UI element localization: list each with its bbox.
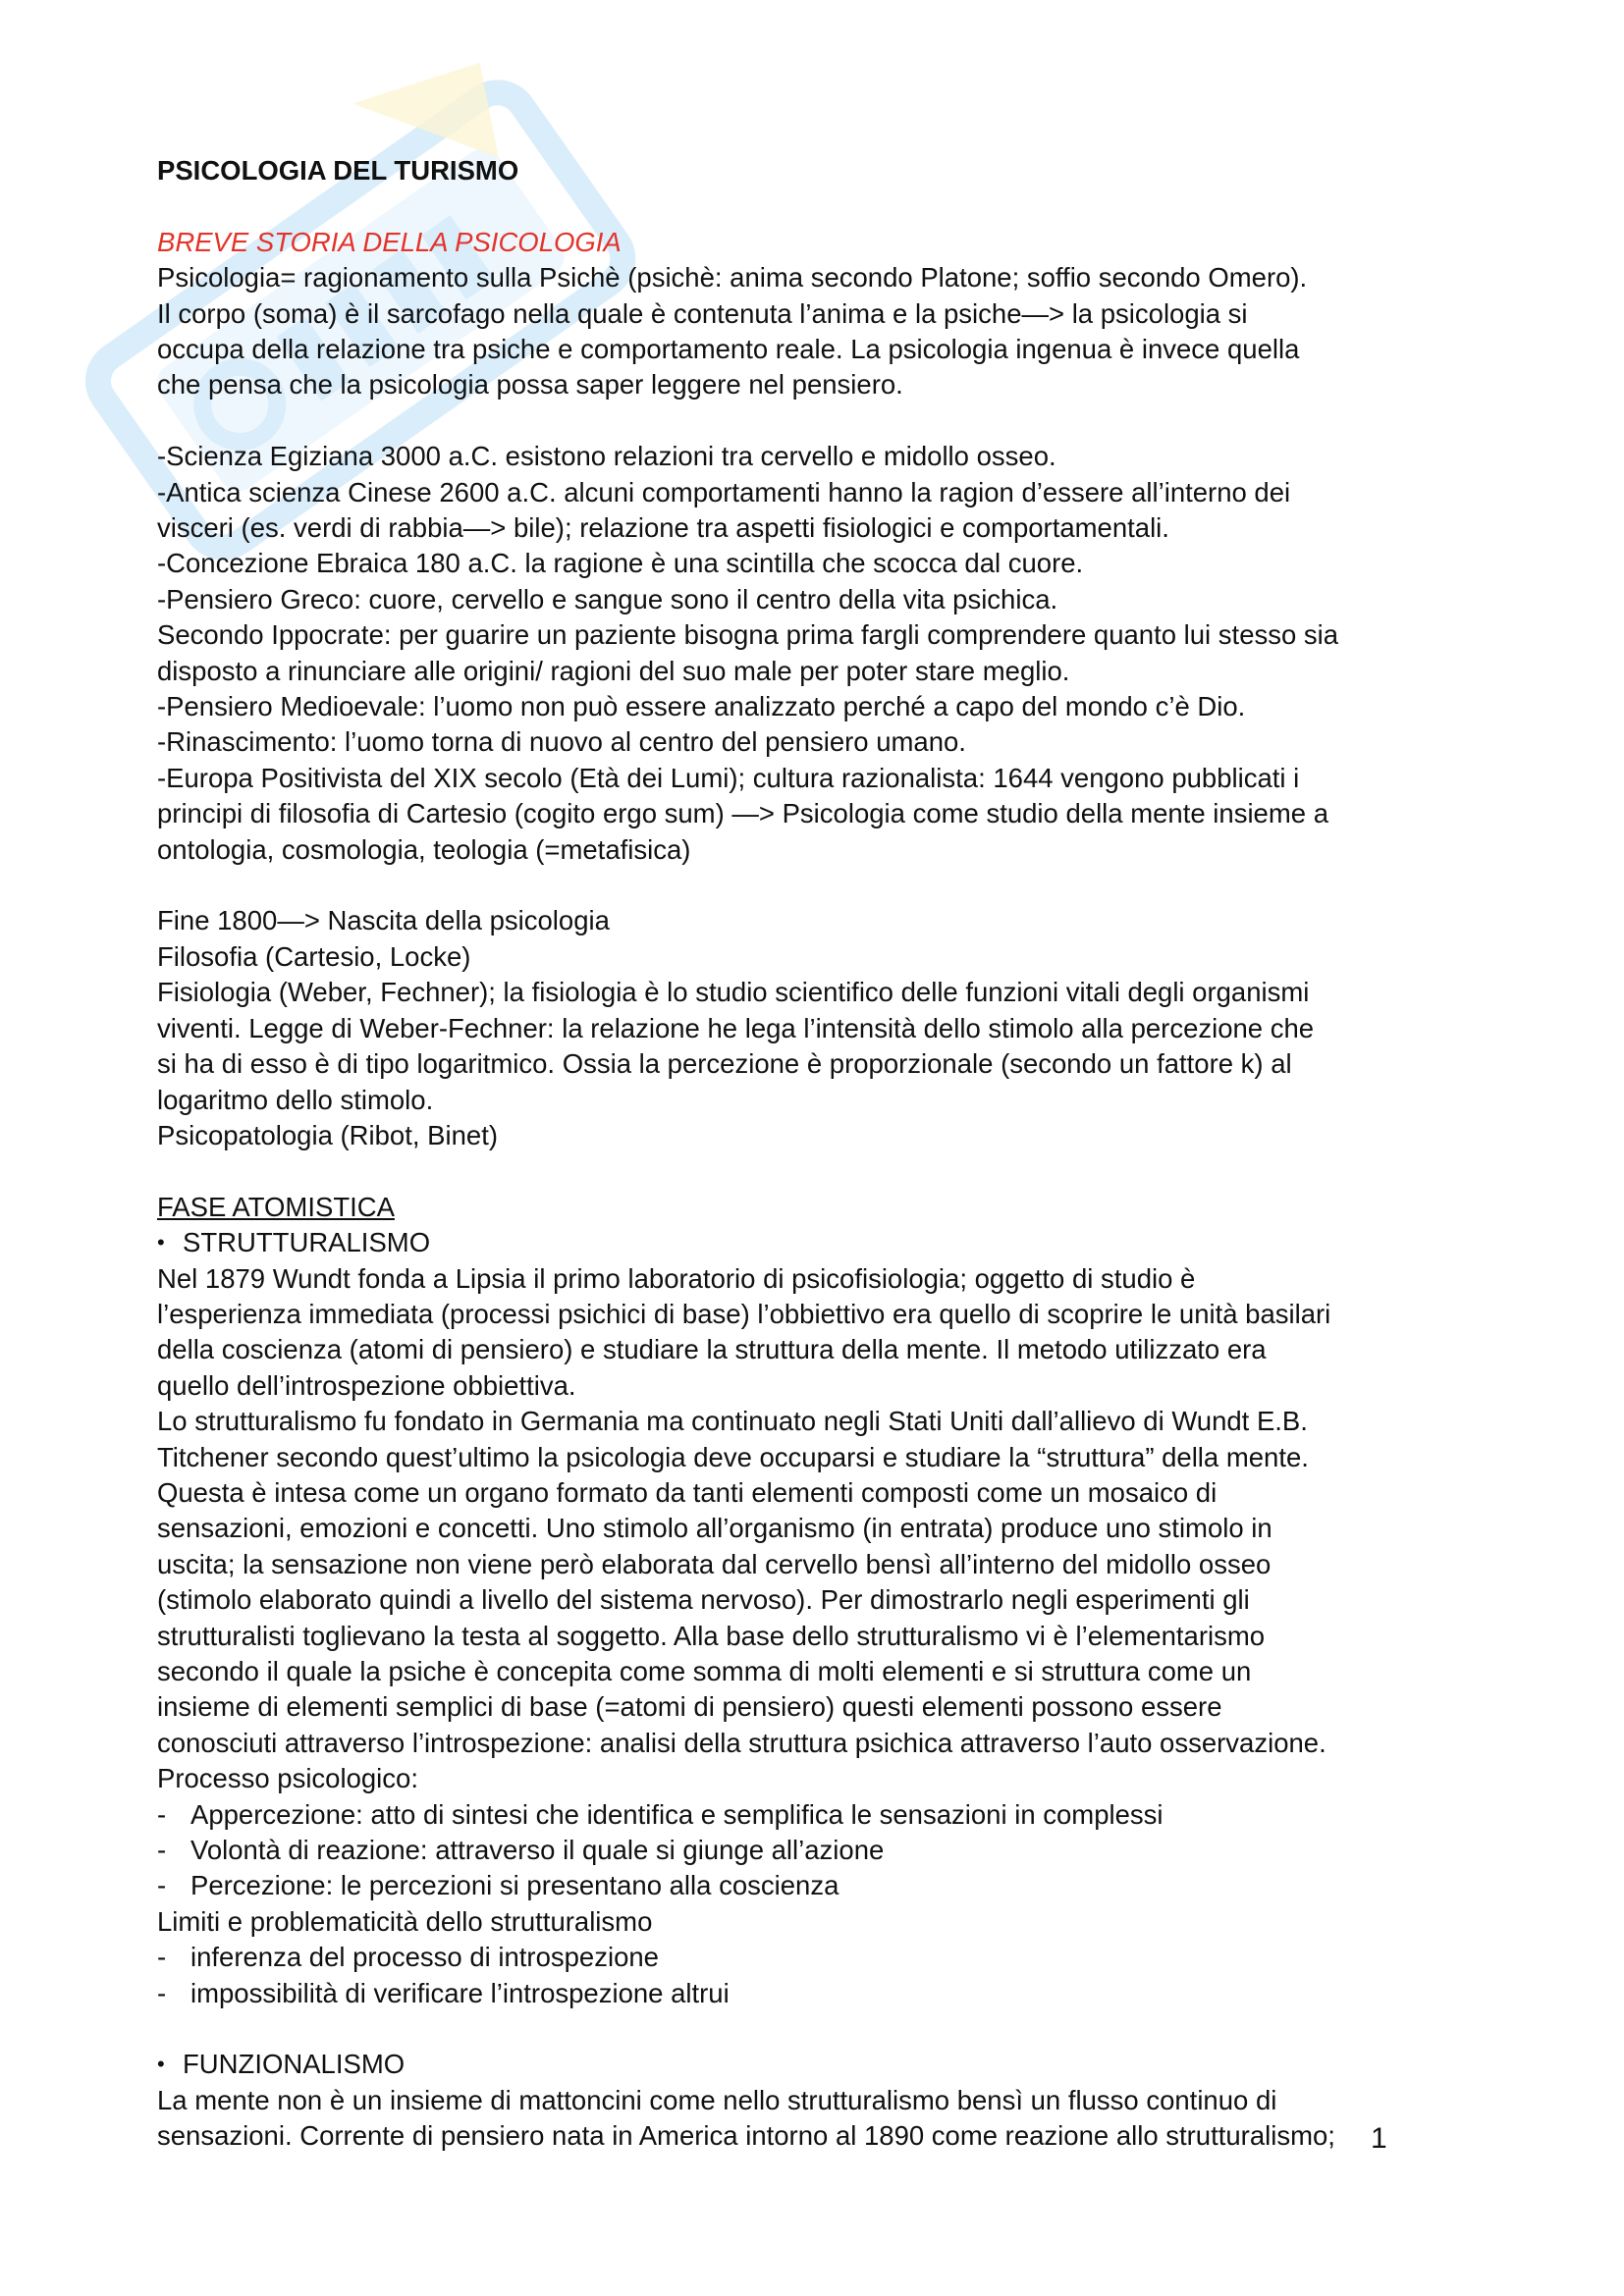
text-line: Il corpo (soma) è il sarcofago nella quale è contenuta l’anima e la psiche—> la psicologia si xyxy=(157,297,1248,329)
list-item xyxy=(157,1940,1492,1975)
functionalism-heading-text: FUNZIONALISMO xyxy=(183,2049,406,2080)
limits-heading: Limiti e problematicità dello strutturalismo xyxy=(157,1905,653,1937)
spacer xyxy=(157,403,1492,439)
text-line: -Europa Positivista del XIX secolo (Età dei Lumi); cultura razionalista: 1644 vengono pubblicati i xyxy=(157,762,1300,793)
text-line: -Concezione Ebraica 180 a.C. la ragione è una scintilla che scocca dal cuore. xyxy=(157,548,1084,579)
dash-mark: - xyxy=(157,1870,167,1901)
list-item xyxy=(157,1797,1492,1833)
text-line: conosciuti attraverso l’introspezione: analisi della struttura psichica attraverso l’auto osservazione. xyxy=(157,1727,1326,1758)
text-line: sensazioni, emozioni e concetti. Uno stimolo all’organismo (in entrata) produce uno stimolo in xyxy=(157,1513,1272,1544)
list-item-text: Percezione: le percezioni si presentano alla coscienza xyxy=(190,1870,839,1901)
text-line: Questa è intesa come un organo formato da tanti elementi composti come un mosaico di xyxy=(157,1476,1218,1508)
dash-mark: - xyxy=(157,1835,167,1866)
birth-paragraph xyxy=(157,903,1492,1153)
text-line: -Pensiero Greco: cuore, cervello e sangue sono il centro della vita psichica. xyxy=(157,583,1058,614)
bullet-mark: • xyxy=(157,1230,165,1255)
text-line: -Antica scienza Cinese 2600 a.C. alcuni comportamenti hanno la ragion d’essere all’interno dei xyxy=(157,476,1291,507)
text-line: si ha di esso è di tipo logaritmico. Ossia la percezione è proporzionale (secondo un fattore k) al xyxy=(157,1048,1292,1080)
text-line: uscita; la sensazione non viene però elaborata dal cervello bensì all’interno del midollo osseo xyxy=(157,1548,1272,1579)
phase-heading: FASE ATOMISTICA xyxy=(157,1191,395,1222)
list-item-text: inferenza del processo di introspezione xyxy=(190,1942,659,1973)
text-line: Filosofia (Cartesio, Locke) xyxy=(157,940,471,972)
list-item-text: impossibilità di verificare l’introspezione altrui xyxy=(190,1977,730,2008)
text-line: La mente non è un insieme di mattoncini come nello strutturalismo bensì un flusso continuo di xyxy=(157,2084,1277,2115)
text-line: Processo psicologico: xyxy=(157,1763,418,1794)
structuralism-paragraph xyxy=(157,1261,1492,1797)
text-line: Lo strutturalismo fu fondato in Germania ma continuato negli Stati Uniti dall’allievo di Wundt E.B. xyxy=(157,1406,1308,1437)
structuralism-heading-text: STRUTTURALISMO xyxy=(183,1227,431,1258)
list-item-text: Appercezione: atto di sintesi che identifica e semplifica le sensazioni in complessi xyxy=(190,1798,1164,1830)
text-line: Psicologia= ragionamento sulla Psichè (psichè: anima secondo Platone; soffio secondo Omero). xyxy=(157,262,1308,294)
text-line: secondo il quale la psiche è concepita come somma di molti elementi e si struttura come un xyxy=(157,1656,1252,1686)
text-line: Nel 1879 Wundt fonda a Lipsia il primo laboratorio di psicofisiologia; oggetto di studio è xyxy=(157,1262,1196,1294)
document-title: PSICOLOGIA DEL TURISMO xyxy=(157,155,519,186)
list-item-text: Volontà di reazione: attraverso il quale si giunge all’azione xyxy=(190,1835,885,1866)
text-line: Secondo Ippocrate: per guarire un paziente bisogna prima fargli comprendere quanto lui stesso sia xyxy=(157,619,1339,651)
text-line: sensazioni. Corrente di pensiero nata in America intorno al 1890 come reazione allo strutturalismo; xyxy=(157,2120,1335,2152)
text-line: quello dell’introspezione obbiettiva. xyxy=(157,1369,576,1401)
text-line: -Rinascimento: l’uomo torna di nuovo al centro del pensiero umano. xyxy=(157,726,966,758)
dash-mark: - xyxy=(157,1798,167,1830)
text-line: visceri (es. verdi di rabbia—> bile); relazione tra aspetti fisiologici e comportamentali. xyxy=(157,512,1169,544)
list-item xyxy=(157,1833,1492,1868)
text-line: insieme di elementi semplici di base (=atomi di pensiero) questi elementi possono essere xyxy=(157,1691,1222,1723)
text-line: strutturalisti toglievano la testa al soggetto. Alla base dello strutturalismo vi è l’elementarismo xyxy=(157,1620,1266,1651)
text-line: disposto a rinunciare alle origini/ ragioni del suo male per poter stare meglio. xyxy=(157,655,1070,686)
process-list xyxy=(157,1797,1492,1904)
page-number: 1 xyxy=(1371,2122,1387,2155)
spacer xyxy=(157,188,1492,224)
spacer xyxy=(157,868,1492,903)
list-item xyxy=(157,1976,1492,2011)
text-line: (stimolo elaborato quindi a livello del sistema nervoso). Per dimostrarlo negli esperimenti gli xyxy=(157,1584,1250,1616)
text-line: l’esperienza immediata (processi psichici di base) l’obbiettivo era quello di scoprire le unità basilari xyxy=(157,1298,1331,1329)
spacer xyxy=(157,1153,1492,1189)
spacer xyxy=(157,2011,1492,2047)
text-line: Psicopatologia (Ribot, Binet) xyxy=(157,1119,498,1150)
text-line: -Scienza Egiziana 3000 a.C. esistono relazioni tra cervello e midollo osseo. xyxy=(157,441,1056,472)
text-line: ontologia, cosmologia, teologia (=metafisica) xyxy=(157,833,691,865)
text-line: occupa della relazione tra psiche e comportamento reale. La psicologia ingenua è invece quella xyxy=(157,334,1300,365)
structuralism-heading xyxy=(157,1225,1492,1260)
text-line: Fisiologia (Weber, Fechner); la fisiologia è lo studio scientifico delle funzioni vitali degli organismi xyxy=(157,977,1310,1008)
text-line: -Pensiero Medioevale: l’uomo non può essere analizzato perché a capo del mondo c’è Dio. xyxy=(157,691,1246,722)
section-heading: BREVE STORIA DELLA PSICOLOGIA xyxy=(157,226,622,257)
document-body xyxy=(157,153,1492,2155)
text-line: viventi. Legge di Weber-Fechner: la relazione he lega l’intensità dello stimolo alla percezione che xyxy=(157,1012,1315,1043)
history-paragraph xyxy=(157,439,1492,868)
text-line: principi di filosofia di Cartesio (cogito ergo sum) —> Psicologia come studio della mente insieme a xyxy=(157,798,1328,829)
list-item xyxy=(157,1868,1492,1903)
text-line: logaritmo dello stimolo. xyxy=(157,1084,434,1115)
functionalism-heading xyxy=(157,2047,1492,2082)
dash-mark: - xyxy=(157,1977,167,2008)
text-line: della coscienza (atomi di pensiero) e studiare la struttura della mente. Il metodo utilizzato era xyxy=(157,1334,1267,1365)
dash-mark: - xyxy=(157,1942,167,1973)
limits-list xyxy=(157,1940,1492,2011)
text-line: Fine 1800—> Nascita della psicologia xyxy=(157,905,610,936)
text-line: che pensa che la psicologia possa saper leggere nel pensiero. xyxy=(157,369,903,400)
functionalism-paragraph xyxy=(157,2083,1492,2155)
intro-paragraph xyxy=(157,260,1492,403)
text-line: Titchener secondo quest’ultimo la psicologia deve occuparsi e studiare la “struttura” della mente. xyxy=(157,1441,1309,1472)
bullet-mark: • xyxy=(157,2052,165,2077)
